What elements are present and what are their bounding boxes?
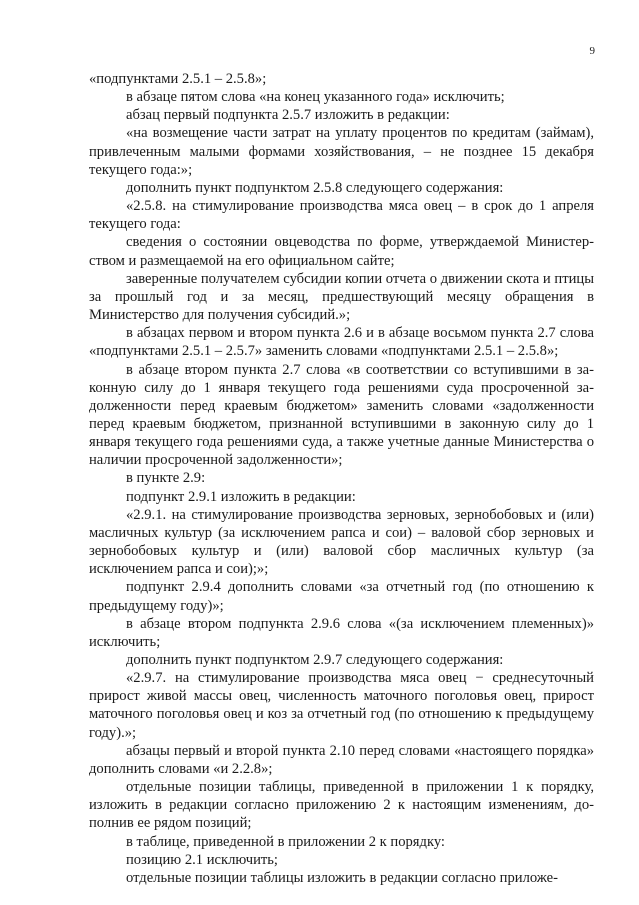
paragraph: «2.5.8. на стимулирование производства мяса овец – в срок до 1 апреля текущего года: <box>89 198 594 233</box>
paragraph: отдельные позиции таблицы изложить в редакции согласно приложе- <box>126 869 559 886</box>
paragraph: «на возмещение части затрат на уплату процентов по кредитам (займам), привлеченным малыми формами хозяйствования, – не позднее 15 декабря текущего года:»; <box>89 125 594 178</box>
paragraph: отдельные позиции таблицы, приведенной в приложении 1 к порядку, изложить в редакции согласно приложению 2 к настоящим изменениям, дополнив ее рядом позиций; <box>89 779 594 832</box>
paragraph: сведения о состоянии овцеводства по форме, утверждаемой Министерством и размещаемой на его официальном сайте; <box>89 234 594 269</box>
paragraph: в абзаце втором подпункта 2.9.6 слова «(за исключением племенных)» исключить; <box>89 615 594 650</box>
paragraph: в абзаце пятом слова «на конец указанного года» исключить; <box>126 89 505 106</box>
paragraph: заверенные получателем субсидии копии отчета о движении скота и птицы за прошлый год и за месяц, предшествующий месяцу обращения в Министерство для получения субсидий.»; <box>89 270 594 324</box>
paragraph: абзацы первый и второй пункта 2.10 перед словами «настоящего порядка» дополнить словами «и 2.2.8»; <box>89 742 594 777</box>
paragraph: в пункте 2.9: <box>126 470 206 487</box>
page-number: 9 <box>589 45 595 57</box>
paragraph: «подпунктами 2.5.1 – 2.5.8»; <box>89 71 267 87</box>
paragraph: подпункт 2.9.4 дополнить словами «за отчетный год (по отношению к предыдущему году)»; <box>89 579 594 614</box>
document-body <box>89 70 594 887</box>
paragraph: дополнить пункт подпунктом 2.9.7 следующего содержания: <box>126 652 504 668</box>
paragraph: в абзаце втором пункта 2.7 слова «в соответствии со вступившими в законную силу до 1 января текущего года решениями суда просроченной задолженности перед краевым бюджетом» заменить словами «задолженности перед краевым бюджетом, признанной вступившими в законную силу до 1 января текущего года решениями суда, а также учетные данные Министерства о наличии просроченной задолженности»; <box>89 361 594 469</box>
paragraph: в абзацах первом и втором пункта 2.6 и в абзаце восьмом пункта 2.7 слова «подпунктами 2.5.1 – 2.5.7» заменить словами «подпунктами 2.5.1 – 2.5.8»; <box>89 325 594 360</box>
paragraph: «2.9.7. на стимулирование производства мяса овец − среднесуточный прирост живой массы овец, численность маточного поголовья овец, прирост маточного поголовья овец и коз за отчетный год (по отношению к предыдущему году).»; <box>89 670 594 741</box>
paragraph: абзац первый подпункта 2.5.7 изложить в редакции: <box>126 107 450 124</box>
paragraph: «2.9.1. на стимулирование производства зерновых, зернобобовых и (или) масличных культур (за исключением рапса и сои) – валовой сбор зерновых и зернобобовых культур и (или) валовой сбор масличных культур (за исключением рапса и сои);»; <box>89 506 594 578</box>
paragraph: подпункт 2.9.1 изложить в редакции: <box>126 488 356 505</box>
paragraph: дополнить пункт подпунктом 2.5.8 следующего содержания: <box>126 179 504 196</box>
paragraph: позицию 2.1 исключить; <box>126 851 278 868</box>
paragraph: в таблице, приведенной в приложении 2 к порядку: <box>126 833 445 850</box>
